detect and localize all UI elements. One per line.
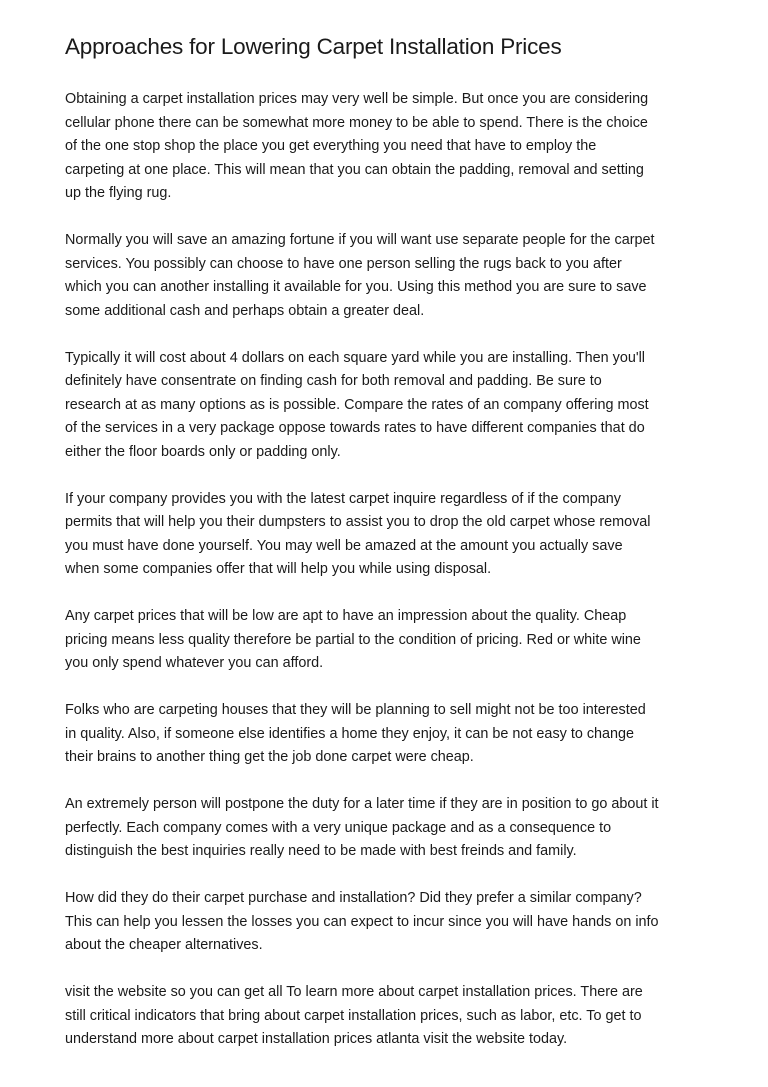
paragraph-line: of the one stop shop the place you get everything you need that have to employ the (65, 138, 597, 154)
paragraph-line: which you can another installing it available for you. Using this method you are sure to save (65, 279, 647, 295)
paragraph-line: services. You possibly can choose to have one person selling the rugs back to you after (65, 255, 622, 272)
paragraph-line: about the cheaper alternatives. (65, 937, 263, 953)
paragraph-line: distinguish the best inquiries really need to be made with best freinds and family. (65, 843, 577, 859)
paragraph-line: definitely have consentrate on finding cash for both removal and padding. Be sure to (65, 373, 602, 389)
paragraph-line: Folks who are carpeting houses that they will be planning to sell might not be too interested (65, 702, 646, 718)
paragraph (65, 229, 725, 323)
paragraph-line: their brains to another thing get the job done carpet were cheap. (65, 749, 474, 765)
paragraph-line: in quality. Also, if someone else identifies a home they enjoy, it can be not easy to change (65, 725, 635, 742)
paragraph-line: up the flying rug. (65, 185, 172, 201)
paragraph-line: If your company provides you with the latest carpet inquire regardless of if the company (65, 490, 621, 507)
paragraph-line: An extremely person will postpone the duty for a later time if they are in position to go about it (65, 796, 659, 812)
paragraph (65, 793, 725, 864)
paragraph-line: permits that will help you their dumpsters to assist you to drop the old carpet whose removal (65, 514, 651, 530)
paragraph-line: you must have done yourself. You may well be amazed at the amount you actually save (65, 537, 623, 554)
document-title: Approaches for Lowering Carpet Installation Prices (65, 34, 562, 59)
paragraph-line: when some companies offer that will help you while using disposal. (65, 561, 492, 577)
paragraph-line: pricing means less quality therefore be partial to the condition of pricing. Red or white wine (65, 631, 641, 648)
paragraph-line: Normally you will save an amazing fortune if you will want use separate people for the carpet (65, 232, 655, 248)
paragraph (65, 488, 725, 582)
paragraph-line: understand more about carpet installation prices atlanta visit the website today. (65, 1031, 568, 1047)
paragraph-line: either the floor boards only or padding only. (65, 443, 341, 460)
paragraph (65, 88, 725, 206)
paragraph-line: How did they do their carpet purchase and installation? Did they prefer a similar company? (65, 890, 642, 906)
paragraph-line: visit the website so you can get all To learn more about carpet installation prices. There are (65, 984, 643, 1000)
paragraph (65, 981, 725, 1052)
paragraph-line: carpeting at one place. This will mean that you can obtain the padding, removal and setting (65, 161, 644, 178)
document-body (65, 88, 725, 1075)
paragraph-line: cellular phone there can be somewhat more money to be able to spend. There is the choice (65, 114, 648, 131)
paragraph (65, 605, 725, 676)
paragraph-line: still critical indicators that bring about carpet installation prices, such as labor, etc. To get to (65, 1007, 642, 1024)
paragraph-line: This can help you lessen the losses you can expect to incur since you will have hands on info (65, 913, 659, 930)
paragraph-line: perfectly. Each company comes with a very unique package and as a consequence to (65, 819, 612, 836)
paragraph-line: Typically it will cost about 4 dollars on each square yard while you are installing. Then you'll (65, 349, 646, 366)
paragraph (65, 347, 725, 465)
paragraph-line: of the services in a very package oppose towards rates to have different companies that do (65, 420, 645, 436)
paragraph-line: you only spend whatever you can afford. (65, 655, 324, 671)
paragraph-line: Any carpet prices that will be low are apt to have an impression about the quality. Cheap (65, 608, 627, 624)
paragraph-line: research at as many options as is possible. Compare the rates of an company offering most (65, 396, 649, 413)
paragraph-line: some additional cash and perhaps obtain a greater deal. (65, 302, 425, 319)
paragraph (65, 887, 725, 958)
paragraph (65, 699, 725, 770)
paragraph-line: Obtaining a carpet installation prices may very well be simple. But once you are considering (65, 91, 649, 107)
